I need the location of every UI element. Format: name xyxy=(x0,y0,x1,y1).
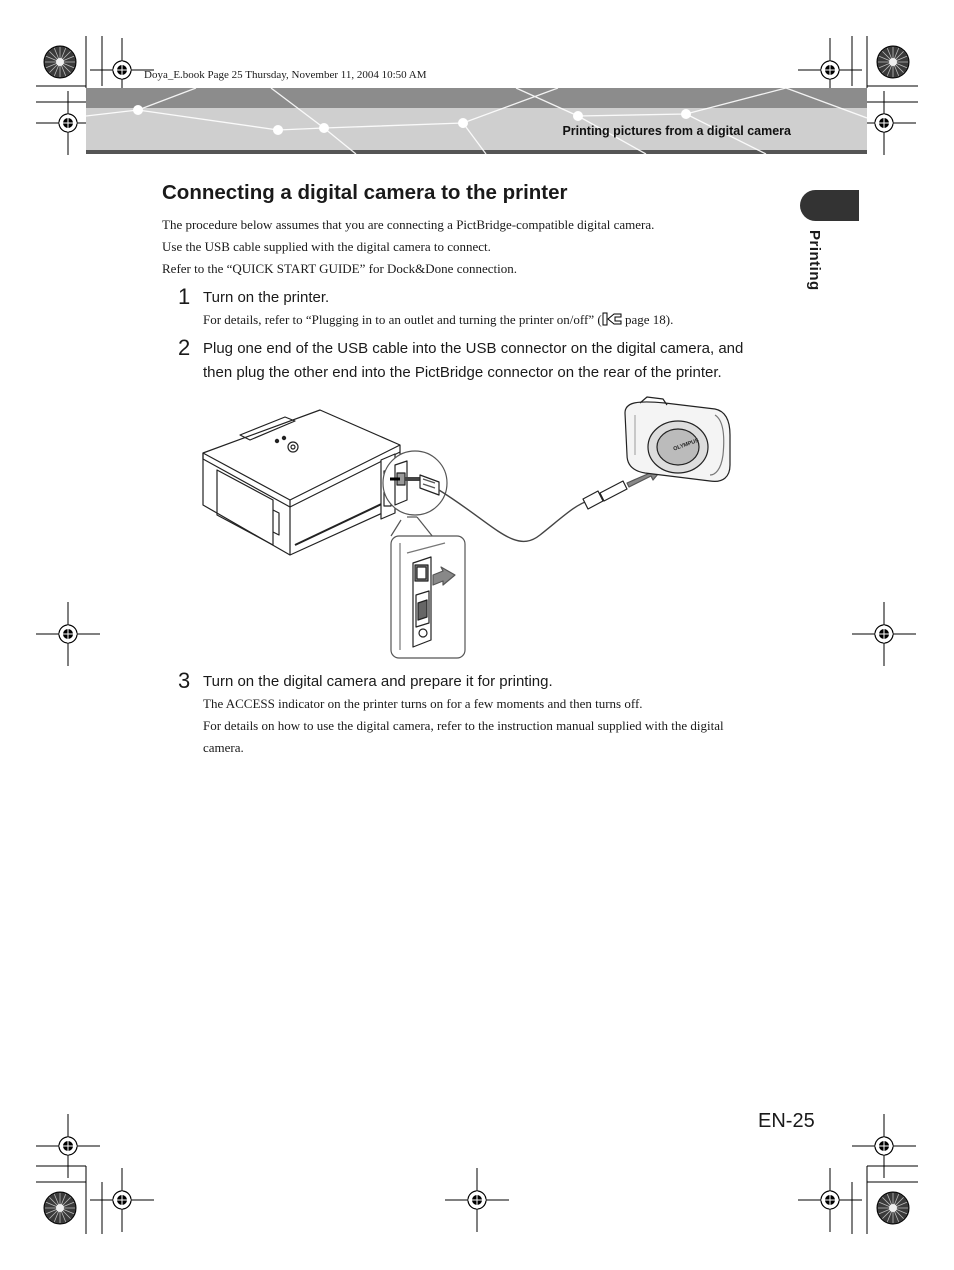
header-band xyxy=(86,88,867,154)
camera-drawing xyxy=(625,397,730,481)
running-header-title: Printing pictures from a digital camera xyxy=(562,124,791,138)
camera-brand-label: OLYMPUS xyxy=(672,437,700,453)
step-1-note xyxy=(203,309,673,331)
page-number: EN-25 xyxy=(758,1110,815,1132)
step-2-text-line-2: then plug the other end into the PictBridge connector on the rear of the printer. xyxy=(203,364,722,381)
step-1-note-start: For details, refer to “Plugging in to an outlet and turning the printer on/off” ( xyxy=(203,312,602,327)
page-title: Connecting a digital camera to the printer xyxy=(162,181,568,204)
step-1-number: 1 xyxy=(178,284,191,309)
intro-line-3: Refer to the “QUICK START GUIDE” for Dock&Done connection. xyxy=(162,261,517,276)
printer-drawing xyxy=(203,410,400,555)
step-2-number: 2 xyxy=(178,335,191,360)
book-slug: Doya_E.book Page 25 Thursday, November 11, 2004 10:50 AM xyxy=(144,69,427,81)
step-3-note-1: The ACCESS indicator on the printer turns on for a few moments and then turns off. xyxy=(203,696,643,711)
page-reference-icon xyxy=(602,312,622,326)
step-3-note-3: camera. xyxy=(203,740,244,755)
step-3-note-2: For details on how to use the digital camera, refer to the instruction manual supplied with the digital xyxy=(203,718,724,733)
step-1-note-end: page 18). xyxy=(621,312,674,327)
step-3-number: 3 xyxy=(178,668,191,693)
step-1-text: Turn on the printer. xyxy=(203,289,330,306)
chapter-tab-label: Printing xyxy=(806,230,823,291)
intro-line-1: The procedure below assumes that you are connecting a PictBridge-compatible digital camera. xyxy=(162,217,655,232)
connection-illustration xyxy=(195,395,740,665)
step-3-text: Turn on the digital camera and prepare it for printing. xyxy=(203,673,553,690)
chapter-tab xyxy=(800,190,859,221)
step-2-text-line-1: Plug one end of the USB cable into the USB connector on the digital camera, and xyxy=(203,340,744,357)
intro-line-2: Use the USB cable supplied with the digital camera to connect. xyxy=(162,239,491,254)
